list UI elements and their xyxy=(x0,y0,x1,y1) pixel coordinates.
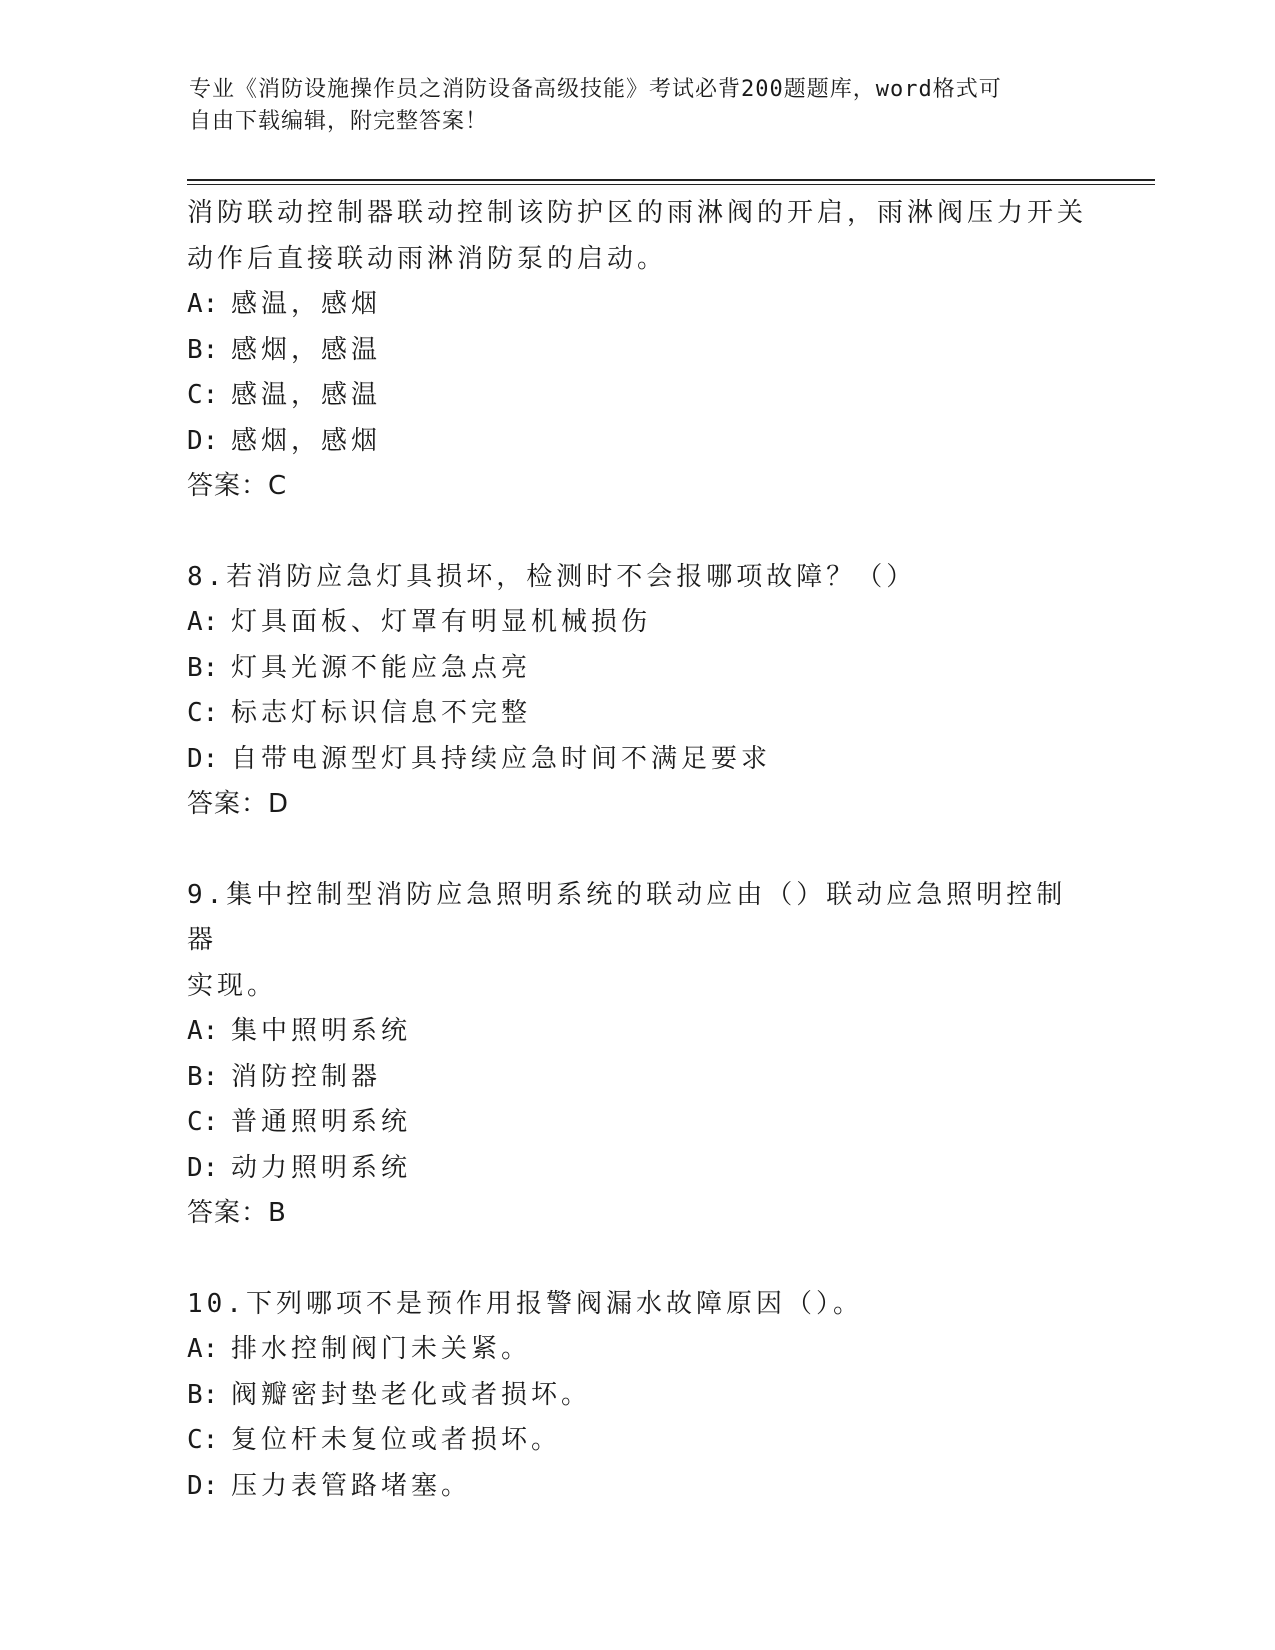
option-text: 压力表管路堵塞。 xyxy=(231,1470,472,1501)
option-text: 阀瓣密封垫老化或者损坏。 xyxy=(231,1379,592,1410)
question-content xyxy=(187,190,1087,1509)
option-letter: C: xyxy=(187,1107,219,1137)
option-letter: C: xyxy=(187,380,219,410)
option-letter: A: xyxy=(187,607,219,637)
option-a xyxy=(187,282,1087,328)
option-d xyxy=(187,1464,1087,1510)
option-c xyxy=(187,1100,1087,1146)
document-header xyxy=(189,74,1089,138)
answer: 答案：B xyxy=(187,1198,287,1228)
option-letter: B: xyxy=(187,652,219,683)
question-7 xyxy=(187,190,1087,510)
option-c xyxy=(187,1418,1087,1464)
option-letter: A: xyxy=(187,289,219,319)
option-letter: A: xyxy=(187,1016,219,1046)
option-letter: A: xyxy=(187,1334,219,1364)
option-text: 排水控制阀门未关紧。 xyxy=(231,1334,532,1364)
option-d xyxy=(187,1146,1087,1192)
option-text: 感烟，感温 xyxy=(231,334,382,365)
spacer xyxy=(187,510,1087,555)
option-letter: D: xyxy=(187,425,219,456)
answer: 答案：D xyxy=(187,789,290,819)
header-divider-thin xyxy=(187,184,1155,185)
question-10-text: 10.下列哪项不是预作用报警阀漏水故障原因（）。 xyxy=(187,1288,863,1319)
option-b xyxy=(187,1373,1087,1419)
option-b xyxy=(187,1055,1087,1101)
spacer xyxy=(187,1237,1087,1282)
option-text: 标志灯标识信息不完整 xyxy=(231,698,532,728)
question-7-text-line-2: 动作后直接联动雨淋消防泵的启动。 xyxy=(187,244,668,274)
option-text: 感温，感温 xyxy=(231,380,382,410)
option-letter: C: xyxy=(187,1425,219,1455)
option-text: 自带电源型灯具持续应急时间不满足要求 xyxy=(231,743,772,774)
option-d xyxy=(187,419,1087,465)
question-9-text-line-1: 9.集中控制型消防应急照明系统的联动应由（）联动应急照明控制器 xyxy=(187,879,1067,955)
option-a xyxy=(187,1327,1087,1373)
option-a xyxy=(187,600,1087,646)
option-text: 感烟，感烟 xyxy=(231,425,382,456)
header-title-line-2: 自由下载编辑，附完整答案！ xyxy=(189,109,489,134)
option-letter: B: xyxy=(187,334,219,365)
option-a xyxy=(187,1009,1087,1055)
option-letter: C: xyxy=(187,698,219,728)
option-letter: B: xyxy=(187,1061,219,1092)
question-8-text: 8.若消防应急灯具损坏，检测时不会报哪项故障？（） xyxy=(187,561,917,592)
option-text: 灯具光源不能应急点亮 xyxy=(231,652,532,683)
spacer xyxy=(187,828,1087,873)
option-c xyxy=(187,373,1087,419)
question-7-text-line-1: 消防联动控制器联动控制该防护区的雨淋阀的开启，雨淋阀压力开关 xyxy=(187,198,1088,228)
option-text: 复位杆未复位或者损坏。 xyxy=(231,1425,562,1455)
option-text: 消防控制器 xyxy=(231,1061,382,1092)
option-text: 感温，感烟 xyxy=(231,289,382,319)
question-10 xyxy=(187,1282,1087,1510)
option-letter: B: xyxy=(187,1379,219,1410)
option-letter: D: xyxy=(187,1470,219,1501)
question-8 xyxy=(187,555,1087,828)
option-c xyxy=(187,691,1087,737)
question-9 xyxy=(187,873,1087,1237)
answer: 答案：C xyxy=(187,471,288,501)
question-9-text-line-2: 实现。 xyxy=(187,970,278,1001)
header-title-line-1: 专业《消防设施操作员之消防设备高级技能》考试必背200题题库，word格式可 xyxy=(189,77,1002,102)
option-letter: D: xyxy=(187,1152,219,1183)
header-divider-thick xyxy=(187,179,1155,181)
option-text: 灯具面板、灯罩有明显机械损伤 xyxy=(231,607,652,637)
option-letter: D: xyxy=(187,743,219,774)
option-b xyxy=(187,646,1087,692)
option-text: 集中照明系统 xyxy=(231,1016,412,1046)
option-text: 动力照明系统 xyxy=(231,1152,412,1183)
option-text: 普通照明系统 xyxy=(231,1107,412,1137)
option-d xyxy=(187,737,1087,783)
option-b xyxy=(187,328,1087,374)
